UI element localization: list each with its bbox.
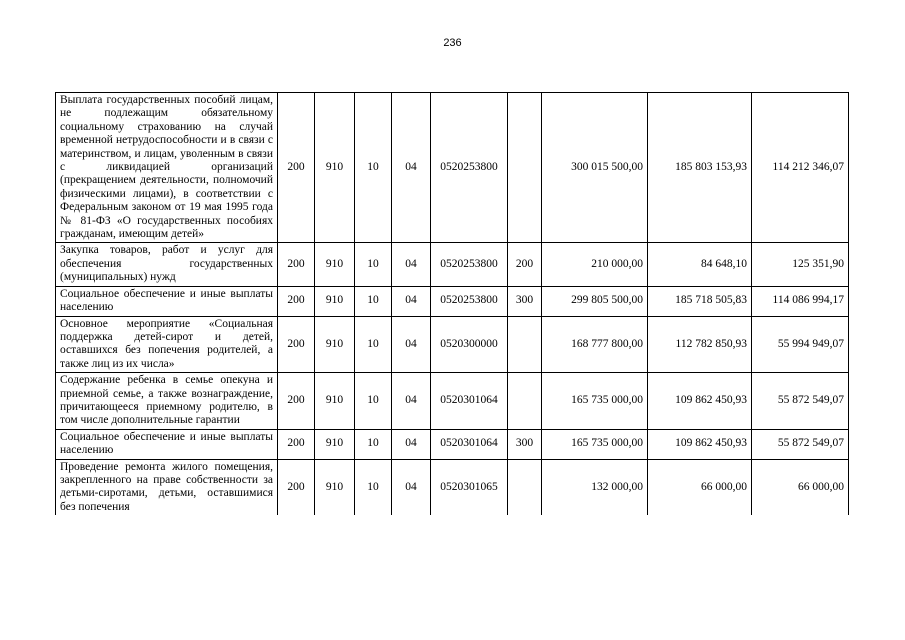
remainder-amount-cell: 55 872 549,07	[752, 373, 849, 430]
expense-type-cell: 300	[508, 429, 542, 459]
target-article-cell: 0520301064	[431, 373, 508, 430]
executed-amount-cell: 112 782 850,93	[648, 316, 752, 373]
section-code-cell: 10	[355, 316, 392, 373]
remainder-amount-cell: 66 000,00	[752, 459, 849, 515]
remainder-amount-cell: 114 212 346,07	[752, 93, 849, 243]
admin-code-cell: 200	[278, 243, 315, 286]
grbs-code-cell: 910	[315, 429, 355, 459]
grbs-code-cell: 910	[315, 286, 355, 316]
grbs-code-cell: 910	[315, 93, 355, 243]
target-article-cell: 0520253800	[431, 243, 508, 286]
budget-table	[55, 92, 849, 515]
expense-name-cell: Закупка товаров, работ и услуг для обеспечения государственных (муниципальных) нужд	[56, 243, 278, 286]
table-row	[56, 316, 849, 373]
subsection-code-cell: 04	[392, 93, 431, 243]
target-article-cell: 0520300000	[431, 316, 508, 373]
section-code-cell: 10	[355, 243, 392, 286]
expense-name-cell: Выплата государственных пособий лицам, не подлежащим обязательному социальному страхованию на случай временной нетрудоспособности и в связи с материнством, и лицам, уволенным в связи с ликвидацией организаций (прекращением деятельности, полномочий физическими лицами), в соответствии с Федеральным законом от 19 мая 1995 года № 81-ФЗ «О государственных пособиях гражданам, имеющим детей»	[56, 93, 278, 243]
table-row	[56, 429, 849, 459]
plan-amount-cell: 299 805 500,00	[542, 286, 648, 316]
page-number: 236	[443, 37, 462, 49]
table-row	[56, 373, 849, 430]
expense-name-cell: Социальное обеспечение и иные выплаты населению	[56, 286, 278, 316]
executed-amount-cell: 66 000,00	[648, 459, 752, 515]
remainder-amount-cell: 55 872 549,07	[752, 429, 849, 459]
grbs-code-cell: 910	[315, 316, 355, 373]
expense-type-cell	[508, 373, 542, 430]
grbs-code-cell: 910	[315, 459, 355, 515]
executed-amount-cell: 84 648,10	[648, 243, 752, 286]
target-article-cell: 0520253800	[431, 286, 508, 316]
expense-type-cell	[508, 459, 542, 515]
target-article-cell: 0520301065	[431, 459, 508, 515]
executed-amount-cell: 109 862 450,93	[648, 429, 752, 459]
target-article-cell: 0520253800	[431, 93, 508, 243]
plan-amount-cell: 165 735 000,00	[542, 429, 648, 459]
expense-type-cell: 300	[508, 286, 542, 316]
plan-amount-cell: 165 735 000,00	[542, 373, 648, 430]
executed-amount-cell: 185 803 153,93	[648, 93, 752, 243]
section-code-cell: 10	[355, 373, 392, 430]
grbs-code-cell: 910	[315, 373, 355, 430]
subsection-code-cell: 04	[392, 459, 431, 515]
admin-code-cell: 200	[278, 459, 315, 515]
table-row	[56, 286, 849, 316]
expense-name-cell: Проведение ремонта жилого помещения, закрепленного на праве собственности за детьми-сиротами, детьми, оставшимися без попечения	[56, 459, 278, 515]
subsection-code-cell: 04	[392, 286, 431, 316]
table-row	[56, 93, 849, 243]
table-body	[56, 93, 849, 516]
remainder-amount-cell: 55 994 949,07	[752, 316, 849, 373]
executed-amount-cell: 109 862 450,93	[648, 373, 752, 430]
admin-code-cell: 200	[278, 316, 315, 373]
subsection-code-cell: 04	[392, 373, 431, 430]
table-row	[56, 459, 849, 515]
target-article-cell: 0520301064	[431, 429, 508, 459]
executed-amount-cell: 185 718 505,83	[648, 286, 752, 316]
grbs-code-cell: 910	[315, 243, 355, 286]
subsection-code-cell: 04	[392, 429, 431, 459]
table-row	[56, 243, 849, 286]
section-code-cell: 10	[355, 429, 392, 459]
remainder-amount-cell: 114 086 994,17	[752, 286, 849, 316]
expense-name-cell: Содержание ребенка в семье опекуна и приемной семье, а также вознаграждение, причитающееся приемному родителю, в том числе дополнительные гарантии	[56, 373, 278, 430]
section-code-cell: 10	[355, 459, 392, 515]
remainder-amount-cell: 125 351,90	[752, 243, 849, 286]
expense-name-cell: Социальное обеспечение и иные выплаты населению	[56, 429, 278, 459]
admin-code-cell: 200	[278, 93, 315, 243]
admin-code-cell: 200	[278, 373, 315, 430]
plan-amount-cell: 132 000,00	[542, 459, 648, 515]
expense-type-cell	[508, 316, 542, 373]
section-code-cell: 10	[355, 93, 392, 243]
admin-code-cell: 200	[278, 429, 315, 459]
subsection-code-cell: 04	[392, 316, 431, 373]
plan-amount-cell: 168 777 800,00	[542, 316, 648, 373]
plan-amount-cell: 300 015 500,00	[542, 93, 648, 243]
admin-code-cell: 200	[278, 286, 315, 316]
expense-type-cell	[508, 93, 542, 243]
expense-name-cell: Основное мероприятие «Социальная поддержка детей-сирот и детей, оставшихся без попечения родителей, а также лиц из их числа»	[56, 316, 278, 373]
plan-amount-cell: 210 000,00	[542, 243, 648, 286]
subsection-code-cell: 04	[392, 243, 431, 286]
section-code-cell: 10	[355, 286, 392, 316]
expense-type-cell: 200	[508, 243, 542, 286]
